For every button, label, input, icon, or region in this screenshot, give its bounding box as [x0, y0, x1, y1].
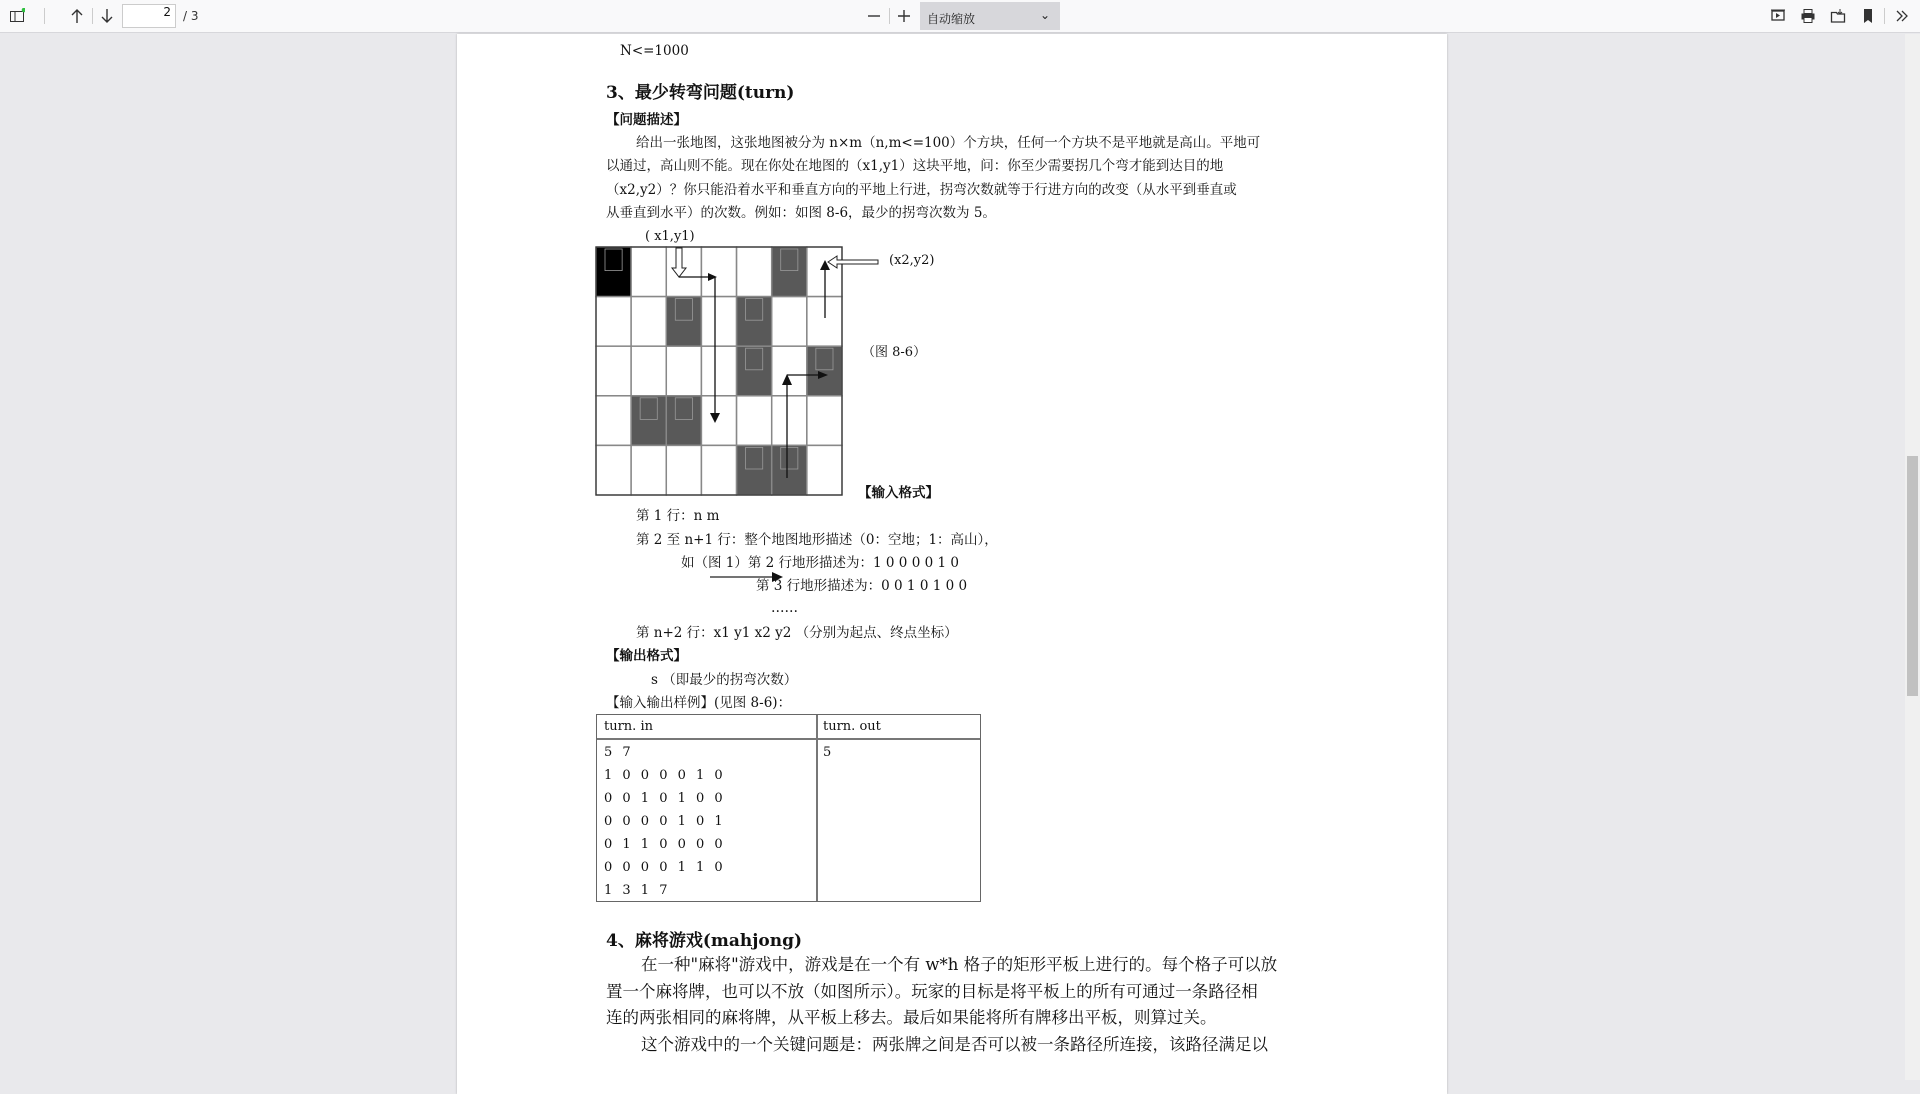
- section-4-line: 在一种"麻将"游戏中，游戏是在一个有 w*h 格子的矩形平板上进行的。每个格子可以放: [641, 955, 1278, 974]
- zoom-select-value: 自动缩放: [927, 12, 976, 26]
- mountain-cell: [737, 297, 772, 347]
- sample-label: 【输入输出样例】(见图 8-6)：: [606, 695, 792, 711]
- table-row: 5 7: [604, 745, 634, 760]
- table-row: 1 0 0 0 0 1 0: [604, 768, 726, 783]
- flat-cell: [701, 247, 736, 297]
- input-format-line: 第 2 至 n+1 行：整个地图地形描述（0：空地；1：高山），: [636, 532, 998, 548]
- sidebar-toggle-button[interactable]: [6, 5, 28, 27]
- previous-page-button[interactable]: [66, 5, 88, 27]
- open-file-button[interactable]: [1827, 5, 1849, 27]
- flat-cell: [666, 346, 701, 396]
- description-line: 以通过，高山则不能。现在你处在地图的（x1,y1）这块平地，问：你至少需要拐几个弯才能到达目的地: [606, 158, 1224, 174]
- description-line: （x2,y2）？你只能沿着水平和垂直方向的平地上行进，拐弯次数就等于行进方向的改变（从水平到垂直或: [606, 182, 1237, 198]
- page-number-input[interactable]: 2: [122, 4, 176, 28]
- flat-cell: [737, 396, 772, 446]
- toolbar-divider: [92, 8, 93, 24]
- input-format-line: 如（图 1）第 2 行地形描述为：1 0 0 0 0 1 0: [681, 555, 959, 571]
- flat-cell: [701, 297, 736, 347]
- zoom-in-icon: [897, 9, 911, 23]
- page-count: / 3: [183, 9, 199, 23]
- flat-cell: [596, 396, 631, 446]
- ellipsis: ……: [771, 600, 798, 616]
- toolbar-divider: [889, 8, 890, 24]
- arrow-up-icon: [69, 8, 85, 24]
- figure-end-label: (x2,y2): [889, 253, 935, 268]
- print-button[interactable]: [1797, 5, 1819, 27]
- figure-start-label: ( x1,y1): [645, 229, 695, 244]
- flat-cell: [701, 396, 736, 446]
- open-file-icon: [1830, 8, 1846, 24]
- toolbar-divider: [44, 8, 45, 24]
- input-format-line: 第 3 行地形描述为：0 0 1 0 1 0 0: [756, 578, 968, 594]
- flat-cell: [701, 346, 736, 396]
- mountain-cell: [772, 445, 807, 495]
- toolbar-divider: [1884, 8, 1885, 24]
- bookmark-button[interactable]: [1857, 5, 1879, 27]
- description-line: 给出一张地图，这张地图被分为 n×m（n,m<=100）个方块，任何一个方块不是平地就是高山。平地可: [636, 135, 1261, 151]
- section-4-title: 4、麻将游戏(mahjong): [606, 931, 803, 951]
- flat-cell: [701, 445, 736, 495]
- mountain-cell: [666, 297, 701, 347]
- previous-text-line: N<=1000: [620, 43, 689, 59]
- bookmark-icon: [1861, 8, 1875, 24]
- sample-table: [596, 714, 981, 902]
- mountain-cell: [737, 346, 772, 396]
- table-row-output: 5: [823, 745, 835, 760]
- table-header: turn. in: [604, 719, 653, 734]
- figure-caption: （图 8-6）: [862, 345, 927, 360]
- input-format-line: 第 n+2 行：x1 y1 x2 y2 （分别为起点、终点坐标）: [636, 625, 958, 641]
- flat-cell: [772, 297, 807, 347]
- table-row: 0 0 0 0 1 1 0: [604, 860, 726, 875]
- flat-cell: [666, 445, 701, 495]
- section-4-line: 这个游戏中的一个关键问题是：两张牌之间是否可以被一条路径所连接，该路径满足以: [641, 1035, 1268, 1054]
- flat-cell: [807, 396, 842, 446]
- flat-cell: [631, 297, 666, 347]
- zoom-select[interactable]: [920, 2, 1060, 30]
- mountain-cell: [807, 346, 842, 396]
- description-line: 从垂直到水平）的次数。例如：如图 8-6，最少的拐弯次数为 5。: [606, 205, 996, 221]
- table-row: 0 0 0 0 1 0 1: [604, 814, 726, 829]
- table-row: 1 3 1 7: [604, 883, 671, 898]
- section-4-line: 置一个麻将牌，也可以不放（如图所示）。玩家的目标是将平板上的所有可通过一条路径相: [606, 982, 1258, 1001]
- mountain-cell: [666, 396, 701, 446]
- arrow-down-icon: [99, 8, 115, 24]
- scrollbar-thumb[interactable]: [1907, 456, 1918, 696]
- sidebar-toggle-icon: [9, 8, 25, 24]
- table-header: turn. out: [823, 719, 881, 734]
- zoom-out-button[interactable]: [863, 5, 885, 27]
- table-row: 0 1 1 0 0 0 0: [604, 837, 726, 852]
- more-tools-icon: [1895, 9, 1909, 23]
- chevron-down-icon: ⌄: [1039, 8, 1050, 22]
- description-label: 【问题描述】: [606, 112, 687, 128]
- output-format-label: 【输出格式】: [606, 648, 687, 664]
- print-icon: [1800, 8, 1816, 24]
- next-page-button[interactable]: [96, 5, 118, 27]
- pdf-toolbar: [0, 0, 1920, 33]
- flat-cell: [772, 396, 807, 446]
- input-format-label: 【输入格式】: [858, 485, 939, 501]
- mountain-cell: [737, 445, 772, 495]
- flat-cell: [666, 247, 701, 297]
- zoom-in-button[interactable]: [893, 5, 915, 27]
- table-row: 0 0 1 0 1 0 0: [604, 791, 726, 806]
- mountain-cell: [631, 396, 666, 446]
- flat-cell: [772, 346, 807, 396]
- flat-cell: [631, 247, 666, 297]
- zoom-out-icon: [867, 9, 881, 23]
- flat-cell: [596, 297, 631, 347]
- presentation-icon: [1770, 8, 1786, 24]
- tools-menu-button[interactable]: [1891, 5, 1913, 27]
- flat-cell: [737, 247, 772, 297]
- table-divider: [597, 738, 980, 740]
- mountain-cell: [772, 247, 807, 297]
- table-divider: [816, 715, 818, 901]
- flat-cell: [596, 445, 631, 495]
- flat-cell: [596, 346, 631, 396]
- flat-cell: [807, 445, 842, 495]
- section-3-title: 3、最少转弯问题(turn): [606, 83, 795, 103]
- mountain-cell: [596, 247, 631, 297]
- flat-cell: [631, 346, 666, 396]
- presentation-mode-button[interactable]: [1767, 5, 1789, 27]
- input-format-line: 第 1 行：n m: [636, 508, 720, 524]
- section-4-line: 连的两张相同的麻将牌，从平板上移去。最后如果能将所有牌移出平板，则算过关。: [606, 1008, 1217, 1027]
- map-figure: [596, 247, 842, 495]
- flat-cell: [631, 445, 666, 495]
- output-format-line: s （即最少的拐弯次数）: [651, 672, 798, 688]
